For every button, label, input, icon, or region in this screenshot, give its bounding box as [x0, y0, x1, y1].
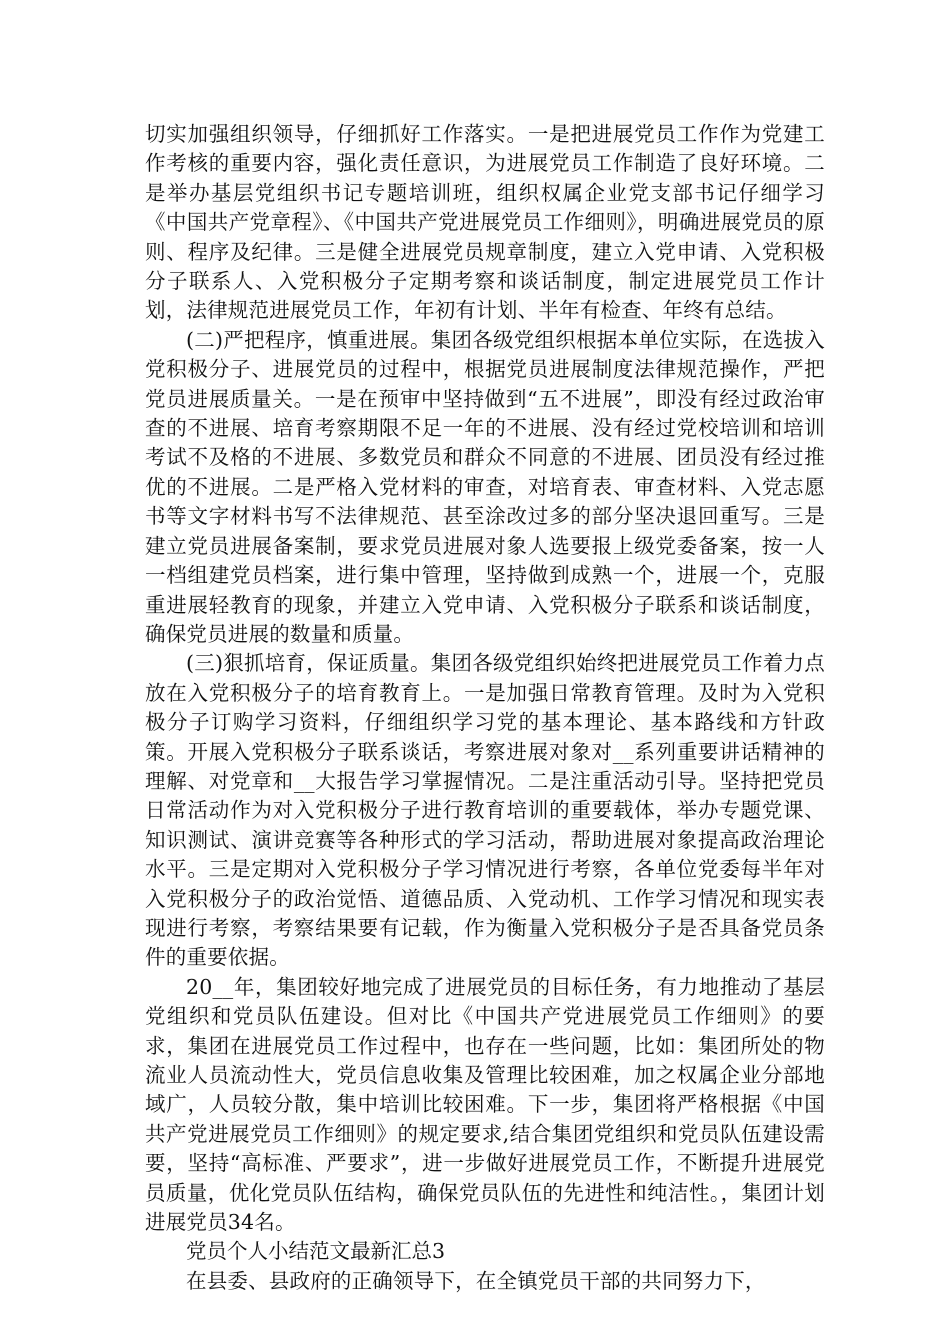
paragraph-organization-leadership: 切实加强组织领导，仔细抓好工作落实。一是把进展党员工作作为党建工作考核的重要内容，强化责任意识，为进展党员工作制造了良好环境。二是举办基层党组织书记专题培训班，组织权属企业党支部书记仔细学习《中国共产党章程》、《中国共产党进展党员工作细则》，明确进展党员的原则、程序及纪律。三是健全进展党员规章制度，建立入党申请、入党积极分子联系人、入党积极分子定期考察和谈话制度，制定进展党员工作计划，法律规范进展党员工作，年初有计划、半年有检查、年终有总结。: [145, 122, 825, 323]
document-page: [145, 120, 825, 1296]
paragraph-annual-summary: 20__年，集团较好地完成了进展党员的目标任务，有力地推动了基层党组织和党员队伍建设。但对比《中国共产党进展党员工作细则》的要求，集团在进展党员工作过程中，也存在一些问题，比如：集团所处的物流业人员流动性大，党员信息收集及管理比较困难，加之权属企业分部地域广，人员较分散，集中培训比较困难。下一步，集团将严格根据《中国共产党进展党员工作细则》的规定要求,结合集团党组织和党员队伍建设需要，坚持“高标准、严要求”，进一步做好进展党员工作，不断提升进展党员质量，优化党员队伍结构，确保党员队伍的先进性和纯洁性。，集团计划进展党员34名。: [145, 974, 825, 1235]
paragraph-cultivation-quality: (三)狠抓培育，保证质量。集团各级党组织始终把进展党员工作着力点放在入党积极分子的培育教育上。一是加强日常教育管理。及时为入党积极分子订购学习资料，仔细组织学习党的基本理论、基本路线和方针政策。开展入党积极分子联系谈话，考察进展对象对__系列重要讲话精神的理解、对党章和__大报告学习掌握情况。二是注重活动引导。坚持把党员日常活动作为对入党积极分子进行教育培训的重要载体，举办专题党课、知识测试、演讲竞赛等各种形式的学习活动，帮助进展对象提高政治理论水平。三是定期对入党积极分子学习情况进行考察，各单位党委每半年对入党积极分子的政治觉悟、道德品质、入党动机、工作学习情况和现实表现进行考察，考察结果要有记载，作为衡量入党积极分子是否具备党员条件的重要依据。: [145, 651, 825, 970]
section-heading: 党员个人小结范文最新汇总3: [186, 1239, 446, 1264]
paragraph-strict-procedure: (二)严把程序，慎重进展。集团各级党组织根据本单位实际，在选拔入党积极分子、进展党员的过程中，根据党员进展制度法律规范操作，严把党员进展质量关。一是在预审中坚持做到“五不进展”，即没有经过政治审查的不进展、培育考察期限不足一年的不进展、没有经过党校培训和培训考试不及格的不进展、多数党员和群众不同意的不进展、团员没有经过推优的不进展。二是严格入党材料的审查，对培育表、审查材料、入党志愿书等文字材料书写不法律规范、甚至涂改过多的部分坚决退回重写。三是建立党员进展备案制，要求党员进展对象人选要报上级党委备案，按一人一档组建党员档案，进行集中管理，坚持做到成熟一个，进展一个，克服重进展轻教育的现象，并建立入党申请、入党积极分子联系和谈话制度，确保党员进展的数量和质量。: [145, 327, 825, 646]
paragraph-closing-line: 在县委、县政府的正确领导下，在全镇党员干部的共同努力下，: [186, 1268, 766, 1293]
